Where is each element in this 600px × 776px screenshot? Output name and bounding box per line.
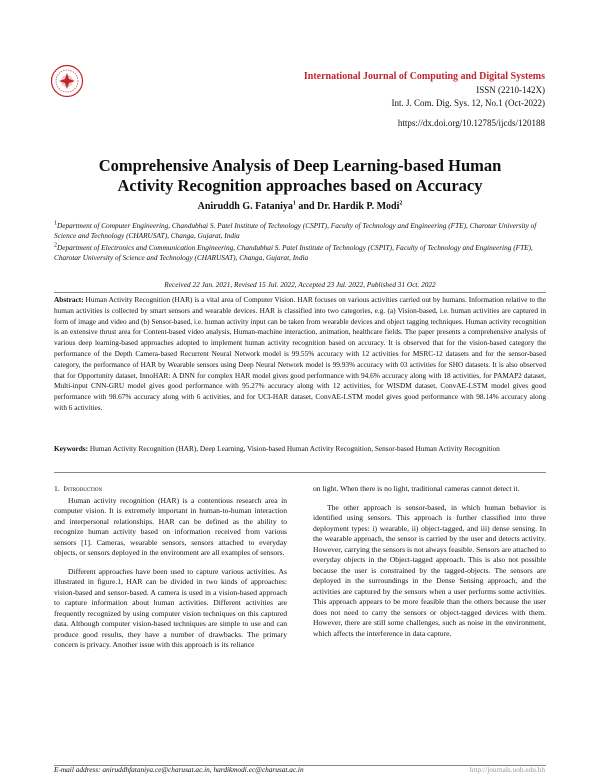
journal-issn: ISSN (2210-142X)	[476, 85, 545, 95]
abstract	[54, 295, 546, 414]
paragraph: on light. When there is no light, traditional cameras cannot detect it.	[313, 484, 520, 493]
abstract-text: Human Activity Recognition (HAR) is a vital area of Computer Vision. HAR focuses on various activities carried out by humans. Information relative to the human activities is collected by smart sensors and wearable devices. HAR is classified into two categories, e.g. (a) Vision-based, i.e. human activities are captured in form of image and video and (b) Sensor-based, i.e. human activity input can be taken from wearable devices and object tagging techniques. Human activity recognition is an extensive thrust area for Content-based video analysis, Human-machine interaction, animation, healthcare fields. The paper presents a comprehensive analysis of various deep learning-based approaches adopted to implement human activity recognition based on accuracy. It is observed that for the vision-based category the performance of the Depth Camera-based Recurrent Neural Network model is 99.55% accuracy with 12 activities for MSRC-12 datasets and for the sensor-based category, the performance of HAR by Wearable sensors using Deep Neural Network model is 99.93% accuracy with 03 activities for SHO datasets. It is also observed that for Opportunity dataset, InnoHAR: A DNN for complex HAR model gives good performance with 94.6% accuracy along with 18 activities, for PAMAP2 dataset, Multi-input CNN-GRU model gives good performance with 95.27% accuracy along with 12 activities, for WISDM dataset, ConvAE-LSTM model gives good performance with 98.67% accuracy along with 6 activities, and for UCI-HAR dataset, ConvAE-LSTM model gives good performance with 98.14% accuracy along with 6 activities.	[54, 295, 546, 412]
doi-link[interactable]: https://dx.doi.org/10.12785/ijcds/120188	[397, 118, 545, 128]
keywords-bottom-rule	[54, 472, 546, 473]
received-dates: Received 22 Jan. 2021, Revised 15 Jul. 2022, Accepted 23 Jul. 2022, Published 31 Oct. 2022	[164, 280, 436, 289]
paragraph: The other approach is sensor-based, in which human behavior is identified using sensors. This approach is further classified into three deployment types: i) wearable, ii) object-tagged, and iii) dense sensing. In the wearable approach, the sensor is carried by the user and detects activity. However, carrying the sensors is not always feasible. Sensors are attached to everyday objects in the Object-tagged approach. This is also not possible because the user is constrained by the tagged-objects. The sensors are deployed in the surroundings in the Dense Sensing approach, and the activities are captured by the sensors when a user performs some activities. This approach appears to be more feasible than the others because the user does not need to carry the sensors or object-tagged devices with them. However, there are still some challenges, such as noise in the environment, which affects the interference in data capture.	[313, 502, 546, 638]
affiliation-2-label: 2	[54, 242, 57, 249]
keywords-label: Keywords:	[54, 444, 89, 453]
paper-title	[40, 156, 560, 196]
author-1-sup: 1	[292, 200, 296, 207]
author-2: Dr. Hardik P. Modi	[317, 201, 400, 212]
affiliation-2-text: Department of Electronics and Communication Engineering, Chandubhai S. Patel Institute of Technology (CSPIT), Faculty of Technology and Engineering (FTE), Charotar University of Science and Technology (CHARUSAT), Changa, Gujarat, India	[54, 243, 533, 262]
journal-title: International Journal of Computing and Digital Systems	[303, 71, 545, 82]
author-2-sup: 2	[399, 200, 403, 207]
footer-email: E-mail address: aniruddhfataniya.ce@charusat.ac.in, hardikmodi.ec@charusat.ac.in	[54, 765, 304, 774]
section-title: Introduction	[63, 484, 103, 493]
journal-logo	[50, 64, 84, 98]
affiliation-1	[54, 221, 548, 241]
body-column-right	[313, 484, 546, 647]
title-line-2: Activity Recognition approaches based on Accuracy	[117, 176, 483, 195]
body-column-left	[54, 484, 287, 659]
keywords-text: Human Activity Recognition (HAR), Deep Learning, Vision-based Human Activity Recognition, Sensor-based Human Activity Recognition	[88, 444, 500, 453]
journal-citation: Int. J. Com. Dig. Sys. 12, No.1 (Oct-2022)	[391, 98, 545, 108]
section-number: 1.	[54, 484, 60, 493]
section-heading	[54, 484, 287, 495]
title-line-1: Comprehensive Analysis of Deep Learning-based Human	[98, 156, 502, 175]
author-list	[40, 201, 560, 212]
affiliation-2	[54, 243, 548, 263]
author-conjunction: and	[298, 201, 315, 212]
affiliation-1-text: Department of Computer Engineering, Chandubhai S. Patel Institute of Technology (CSPIT), Faculty of Technology and Engineering (FTE), Charotar University of Science and Technology (CHARUSAT), Changa, Gujarat, India	[54, 221, 537, 240]
footer-url[interactable]: http://journals.uob.edu.bh	[469, 765, 545, 774]
affiliation-1-label: 1	[54, 220, 57, 227]
keywords	[54, 444, 546, 455]
author-1: Aniruddh G. Fataniya	[197, 201, 293, 212]
abstract-top-rule	[54, 292, 546, 293]
paragraph: Different approaches have been used to capture various activities. As illustrated in figure.1, HAR can be divided in two kinds of approaches: vision-based and sensor-based. A camera is used in a vision-based approach to capture information about human activities. Different activities are frequently recognized by using computer vision techniques on this captured data. Although computer vision-based techniques are simple to use and can produce good results, they have a number of drawbacks. The primary concern is privacy. Another issue with this approach is its reliance	[54, 566, 287, 649]
paragraph: Human activity recognition (HAR) is a contentious research area in computer vision. It is extremely important in human-to-human interaction and interpersonal relationships. HAR can be defined as the ability to recognize human activity based on information received from various sensors [1]. Cameras, wearable sensors, sensors attached to everyday objects, or sensors deployed in the environment are all examples of sensors.	[54, 495, 287, 557]
abstract-label: Abstract:	[54, 295, 84, 304]
